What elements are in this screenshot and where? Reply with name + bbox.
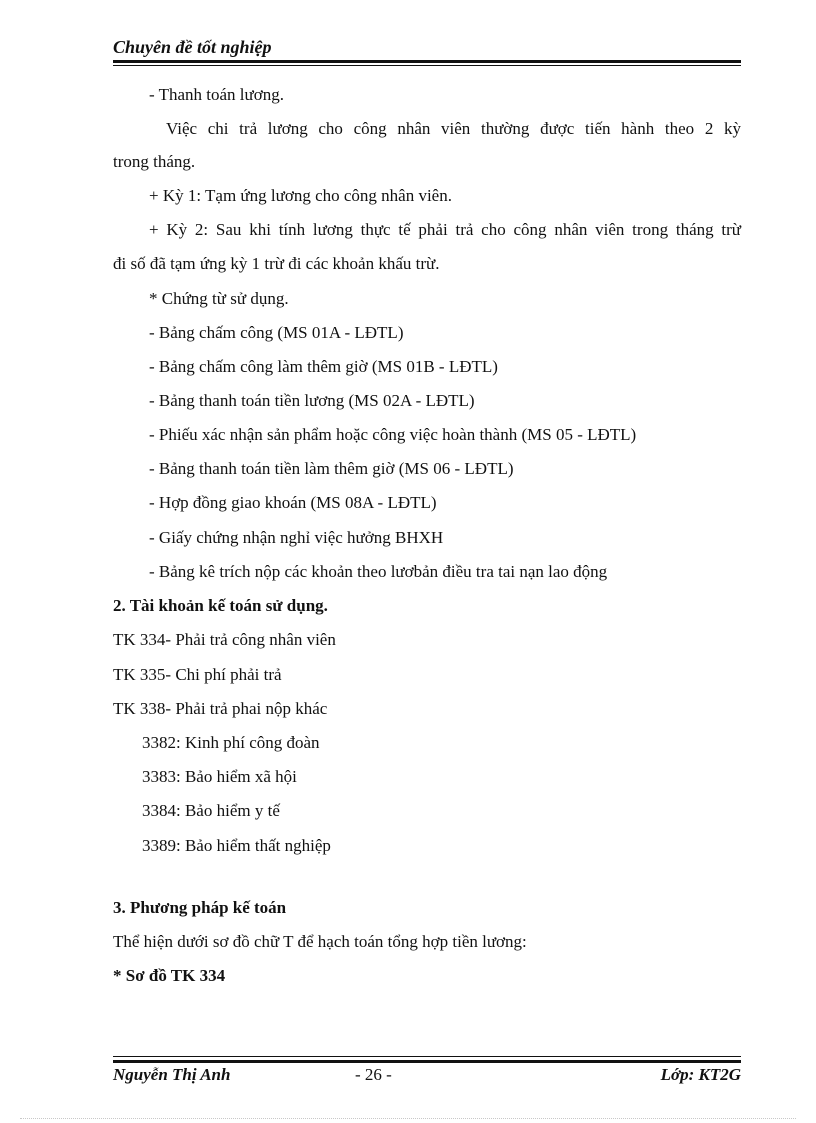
footer-rule-thick xyxy=(113,1060,741,1063)
page-edge-divider xyxy=(20,1118,796,1119)
paragraph-period1: + Kỳ 1: Tạm ứng lương cho công nhân viên. xyxy=(149,186,452,205)
account-item: TK 338- Phải trả phai nộp khác xyxy=(113,699,328,718)
paragraph-payment: - Thanh toán lương. xyxy=(149,85,284,104)
document-item: - Bảng chấm công (MS 01A - LĐTL) xyxy=(149,323,404,342)
paragraph-schedule-line2: trong tháng. xyxy=(113,152,196,171)
account-item: TK 334- Phải trả công nhân viên xyxy=(113,630,336,649)
subaccount-item: 3389: Bảo hiểm thất nghiệp xyxy=(142,836,331,855)
documents-heading: * Chứng từ sử dụng. xyxy=(149,289,289,308)
paragraph-period2-line1: + Kỳ 2: Sau khi tính lương thực tế phải trả cho công nhân viên trong tháng trừ xyxy=(149,220,741,239)
document-item: - Giấy chứng nhận nghỉ việc hưởng BHXH xyxy=(149,528,444,547)
document-item: - Bảng thanh toán tiền làm thêm giờ (MS 06 - LĐTL) xyxy=(149,459,514,478)
section-3-text: Thể hiện dưới sơ đồ chữ T để hạch toán tổng hợp tiền lương: xyxy=(113,932,527,951)
document-item: - Bảng kê trích nộp các khoản theo lươbản điều tra tai nạn lao động xyxy=(149,562,608,581)
subaccount-item: 3383: Bảo hiểm xã hội xyxy=(142,767,297,786)
paragraph-schedule-line1: Việc chi trả lương cho công nhân viên thường được tiến hành theo 2 kỳ xyxy=(166,119,741,138)
footer-rule-thin xyxy=(113,1056,741,1057)
document-item: - Bảng thanh toán tiền lương (MS 02A - LĐTL) xyxy=(149,391,475,410)
header-title: Chuyên đề tốt nghiệp xyxy=(113,37,272,57)
document-item: - Phiếu xác nhận sản phẩm hoặc công việc hoàn thành (MS 05 - LĐTL) xyxy=(149,425,637,444)
account-item: TK 335- Chi phí phải trả xyxy=(113,665,282,684)
footer-class: Lớp: KT2G xyxy=(660,1065,741,1084)
header-rule-thin xyxy=(113,65,741,66)
header-rule-thick xyxy=(113,60,741,63)
subaccount-item: 3384: Bảo hiểm y tế xyxy=(142,801,280,820)
subaccount-item: 3382: Kinh phí công đoàn xyxy=(142,733,320,752)
footer-author: Nguyễn Thị Anh xyxy=(113,1065,231,1084)
paragraph-period2-line2: đi số đã tạm ứng kỳ 1 trừ đi các khoản khấu trừ. xyxy=(113,254,440,273)
document-item: - Bảng chấm công làm thêm giờ (MS 01B - LĐTL) xyxy=(149,357,498,376)
document-item: - Hợp đồng giao khoán (MS 08A - LĐTL) xyxy=(149,493,437,512)
section-3-heading: 3. Phương pháp kế toán xyxy=(113,898,287,917)
diagram-heading: * Sơ đồ TK 334 xyxy=(113,966,226,985)
page-number: - 26 - xyxy=(355,1065,392,1084)
section-2-heading: 2. Tài khoản kế toán sử dụng. xyxy=(113,596,328,615)
